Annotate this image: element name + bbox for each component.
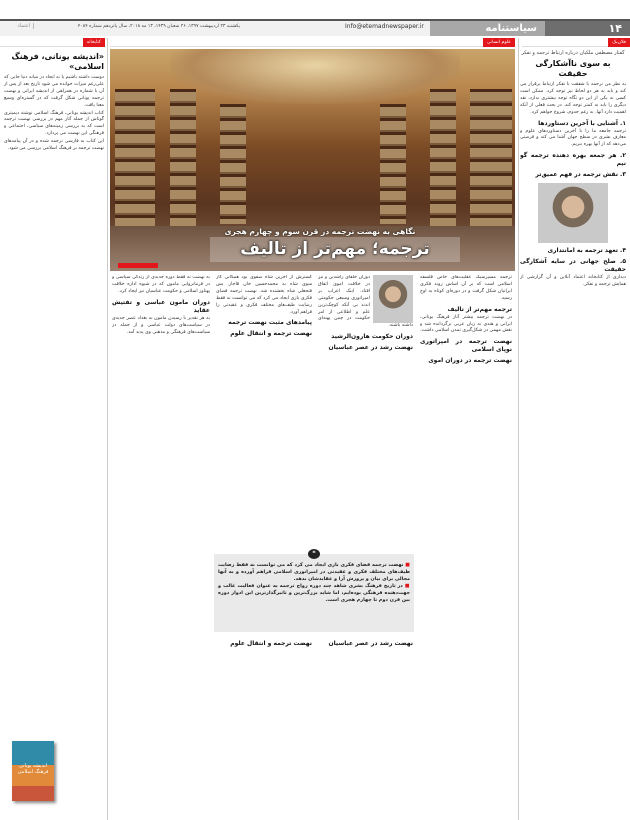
pull-quote: در تاریخ فرهنگ بشری شاهد چند دوره رواج ترجمه به عنوان فعالیت غالب و جهت‌دهنده فرهنگی بوده‌ایم، اما شاید بزرگ‌ترین و تاثیرگذارترین این ادوار دوره بین قرن دوم تا چهارم هجری است. <box>218 582 410 603</box>
book-cover-image <box>12 741 54 801</box>
email-link[interactable]: Info@etemadnewspaper.ir <box>345 23 424 30</box>
divider <box>518 38 519 820</box>
right-section-tag-row <box>522 38 630 47</box>
photo-credit <box>118 263 158 268</box>
main-section-tag-row <box>110 38 515 47</box>
library-photo <box>110 49 515 271</box>
subheading: ۳. نقش ترجمه در فهم عمیق‌تر <box>535 171 626 179</box>
pull-quote-box: ❝ ■ نهضت ترجمه فضای فکری بازی ایجاد می کرد که می توانست نه فقط رضایت طیف‌های مختلف فکری و عقیدتی در امپراتوری اسلامی فراهم آورده و به آنها مجالی برای بیان و پرورش آرا و عقایدشان بدهد. ■ در تاریخ فرهنگ بشری شاهد چند دوره رواج ترجمه به عنوان فعالیت غالب و جهت‌دهنده فرهنگی بوده‌ایم، اما شاید بزرگ‌ترین و تاثیرگذارترین این ادوار دوره بین قرن دوم تا چهارم هجری است. <box>214 554 414 632</box>
page-header <box>0 19 630 36</box>
paragraph: به نظر من ترجمه با شفقت با تفکر ارتباط برقرار می کند و باید به هر دو لحاظ نیز توجه کرد. ممکن است کسی به یکی از این دو نگاه توجه بیشتری بدارد، نقد دیگری را باید به کمتر توجه کند. در بحث فعلی از آنکه اهمیت دارد آنها. به رغم جدوم، شروع خواهم کرد. <box>520 82 626 115</box>
section-tag: علوم انسانی <box>483 38 515 47</box>
paragraph: این کتاب به فارسی ترجمه شده و در آن پیامدهای نهضت ترجمه بر فرهنگ اسلامی بررسی می شود. <box>4 139 104 152</box>
subheading: پیامدهای مثبت نهضت ترجمه <box>228 319 312 327</box>
subheading: دوران مامون عباسی و تفتیش عقاید <box>112 298 210 314</box>
pull-quote: نهضت ترجمه فضای فکری بازی ایجاد می کرد که می توانست نه فقط رضایت طیف‌های مختلف فکری و عقیدتی در امپراتوری اسلامی فراهم آورده و به آنها مجالی برای بیان و پرورش آرا و عقایدشان بدهد. <box>218 562 410 582</box>
newspaper-logo: اعتماد <box>6 23 34 29</box>
paragraph: دوست داشته باشیم یا نه ایجاد در میانه دنیا جایی که علی‌رغم میراث خوانده می شود تاریخ بعد از پس از آن با شماره در همراهی از اندیشه ایرانی و نهضت ترجمه یونانی شکل گرفت که در گستره‌ای وسیع معنا یافت. <box>4 75 104 108</box>
dateline: یکشنبه ۲۳ اردیبهشت ۱۳۹۷، ۲۶ شعبان ۱۴۳۹، ۱۳ مه ۲۰۱۸، سال پانزدهم شماره ۴۰۸۴ <box>77 24 240 29</box>
article-column <box>420 275 512 820</box>
article-column <box>216 637 312 820</box>
bookshelf <box>220 104 246 224</box>
subheading: ۵. صلح جهانی در سایه آشکارگی حقیقت <box>520 258 626 274</box>
section-title: سیاستنامه <box>430 21 545 36</box>
article-kicker: گفتار مصطفی ملکیان درباره ارتباط ترجمه و تفکر <box>521 50 625 56</box>
subheading: نهضت رشد در عصر عباسیان <box>328 344 413 352</box>
main-headline: ترجمه؛ مهم‌تر از تالیف <box>210 237 460 262</box>
right-column <box>520 50 626 820</box>
article-column <box>318 637 413 820</box>
paragraph: دوران خلفای راشدین و نیز در خلافت اموی اتفاق افتاد. اینک اعراب بر امپراتوری وسیعی حکومتی اندند بی آنکه کوچک‌ترین علم و اطلاعی از امر حکومت در چنین پهنه‌ای داشته باشند. <box>318 275 413 329</box>
paragraph: ترجمه جامعه ما را با آخرین دستاوردهای علوم و معارف بشری در سطح جهان آشنا می کند و فرصتی می‌دهد که از آنها بهره ببریم. <box>520 128 626 148</box>
subheading: نهضت رشد در عصر عباسیان <box>328 640 413 647</box>
article-column <box>216 275 312 550</box>
article-column <box>318 275 413 550</box>
headline-kicker: نگاهی به نهضت ترجمه در قرن سوم و چهارم هجری <box>224 227 416 236</box>
article-headline: به سوی ناآشکارگی حقیقت <box>535 59 611 78</box>
divider <box>107 38 108 820</box>
subheading: نهضت ترجمه و انتقال علوم <box>230 640 312 647</box>
section-tag: فلان‌یک <box>608 38 630 47</box>
author-portrait <box>373 275 413 323</box>
subheading: ۱. آشنایی با آخرین دستاوردها <box>538 119 626 127</box>
page-number: ۱۴ <box>545 21 630 36</box>
ceiling-fresco <box>170 49 460 104</box>
quote-icon: ❝ <box>308 549 320 559</box>
paragraph: ترجمه مسیرسبک عقلیت‌های خاص فلسفه اسلامی است که بر آن اساس روند فکری ایرانیان شکل گرفت و در دوره‌ای کوتاه به اوج رسید. <box>420 275 512 301</box>
paragraph: در نهضت ترجمه بیشتر آثار فرهنگ یونانی، ایرانی و هندی به زبان عربی برگردانده شد و نقش مهمی در شکل‌گیری تمدن اسلامی داشت. <box>420 314 512 334</box>
paragraph: کتاب اندیشه یونانی، فرهنگ اسلامی نوشته دیمیتری گوتاس از جمله آثار مهم در بررسی نهضت ترجمه است که به بررسی زمینه‌های سیاسی، اجتماعی و فرهنگی این نهضت می پردازد. <box>4 110 104 137</box>
book-title: اندیشه یونانی فرهنگ اسلامی <box>17 763 49 775</box>
article-headline: «اندیشه یونانی، فرهنگ اسلامی» <box>11 52 104 71</box>
subheading: نهضت ترجمه در دوران اموی <box>428 357 512 365</box>
left-column <box>4 50 104 740</box>
subheading: ۴. تعهد ترجمه به امانتداری <box>547 247 626 255</box>
bookshelf <box>380 104 406 224</box>
paragraph: گسترش از آخرین شاه صفوی بود همگانی کار سوی شاه به محمدحسین خان قاجار. پس فتحعلی شاه بخشنده شد. نهضت ترجمه فضای فکری بازی ایجاد می کرد که می توانست نه فقط رضایت طیف‌های مختلف فکری و عقیدتی را فراهم آورد. <box>216 275 312 315</box>
subheading: ترجمه مهم‌تر از تالیف <box>447 305 512 313</box>
section-tag: کتابخانه <box>83 38 105 47</box>
subheading: ۲. هر جمعه بهره دهنده ترجمه گو نیم <box>520 152 626 168</box>
article-column <box>112 275 210 820</box>
subheading: دوران حکومت هارون‌الرشید <box>331 333 413 341</box>
subheading: نهضت ترجمه و انتقال علوم <box>230 330 312 338</box>
paragraph: به نهضت نه فقط دوره جدیدی از زندگی سیاسی و در فرمانروایی مامون که در شیوه اداره خلافت پهناور اسلامی و حکومت عباسیان نیز ایجاد کرد. <box>112 275 210 294</box>
speaker-portrait <box>538 183 608 243</box>
subheading: نهضت ترجمه در امپراتوری نوپای اسلامی <box>420 338 512 354</box>
paragraph: به هر تقدیر با رسیدن مامون به بغداد عصر جدیدی در سیاست‌های دولت عباسی و از جمله در سیاست‌های فرهنگی و مذهبی وی پدید آمد. <box>112 315 210 335</box>
left-section-tag-row <box>0 38 105 47</box>
paragraph: دیداری از کتابخانه اعتماد آنلاین و آن گزارشی از همایش ترجمه و تفکر. <box>520 275 626 288</box>
